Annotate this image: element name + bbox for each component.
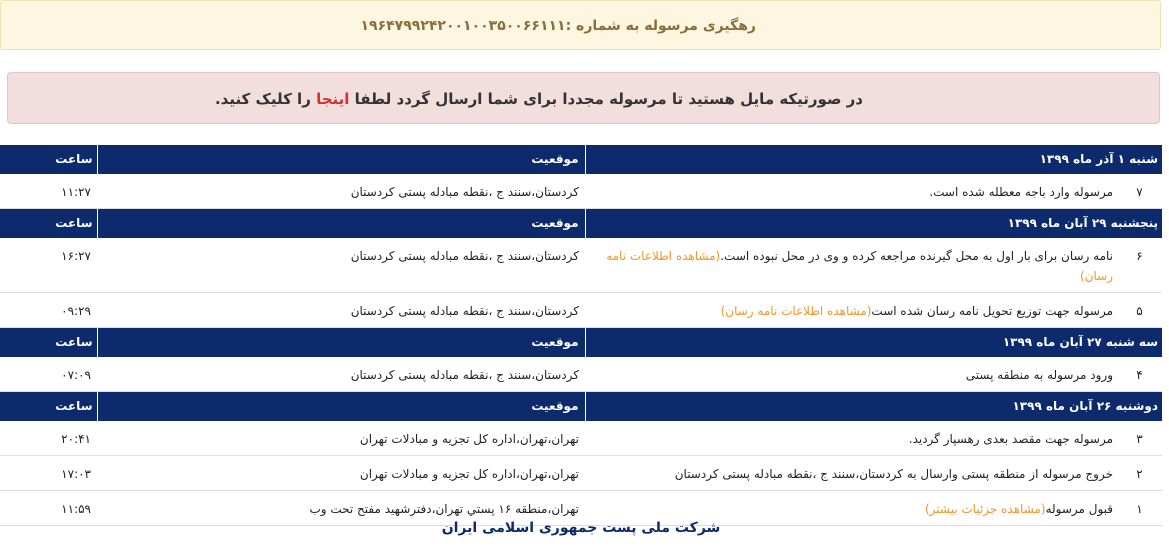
day-date: دوشنبه ۲۶ آبان ماه ۱۳۹۹ — [585, 392, 1162, 422]
event-description: قبول مرسوله — [1045, 502, 1114, 516]
details-link[interactable]: (مشاهده اطلاعات نامه رسان) — [606, 249, 1114, 283]
tracking-title-bar — [0, 0, 1161, 50]
resend-text-after: را کلیک کنید. — [214, 90, 317, 108]
location-header: موقعیت — [97, 145, 585, 174]
time-header: ساعت — [0, 328, 97, 358]
event-location: کردستان،سنند ج ،نقطه مبادله پستی کردستان — [97, 293, 585, 328]
event-number: ۳ — [1117, 421, 1162, 456]
event-description-cell — [585, 293, 1117, 328]
event-description: مرسوله وارد باجه معطله شده است. — [929, 185, 1114, 199]
event-time: ۱۷:۰۳ — [0, 456, 97, 491]
event-description-cell — [585, 174, 1117, 209]
footer-text: شرکت ملی پست جمهوری اسلامی ایران — [441, 520, 721, 536]
event-location: کردستان،سنند ج ،نقطه مبادله پستی کردستان — [97, 174, 585, 209]
day-date: شنبه ۱ آذر ماه ۱۳۹۹ — [585, 145, 1162, 174]
event-description-cell — [585, 238, 1117, 293]
event-location: کردستان،سنند ج ،نقطه مبادله پستی کردستان — [97, 238, 585, 293]
details-link[interactable]: (مشاهده جزئیات بیشتر) — [924, 502, 1046, 516]
event-number: ۵ — [1117, 293, 1162, 328]
event-number: ۱ — [1117, 491, 1162, 526]
tracking-title: رهگیری مرسوله به شماره :۱۹۶۴۷۹۹۲۴۲۰۰۱۰۰۳۵۰۰۶۶۱۱۱ — [360, 18, 756, 34]
event-row — [0, 174, 1162, 209]
event-row — [0, 238, 1162, 293]
resend-link[interactable]: اینجا — [316, 90, 350, 108]
event-number: ۴ — [1117, 357, 1162, 392]
event-description-cell — [585, 357, 1117, 392]
tracking-table-body — [0, 145, 1162, 526]
resend-text-before: در صورتیکه مایل هستید تا مرسوله مجددا برای شما ارسال گردد لطفا — [349, 90, 863, 108]
day-header-row — [0, 209, 1162, 239]
event-location: تهران،منطقه ۱۶ پستي تهران،دفترشهید مفتح تحت وب — [97, 491, 585, 526]
day-header-row — [0, 392, 1162, 422]
day-header-row — [0, 328, 1162, 358]
location-header: موقعیت — [97, 209, 585, 239]
day-date: پنجشنبه ۲۹ آبان ماه ۱۳۹۹ — [585, 209, 1162, 239]
time-header: ساعت — [0, 209, 97, 239]
event-time: ۱۱:۲۷ — [0, 174, 97, 209]
time-header: ساعت — [0, 392, 97, 422]
event-description-cell — [585, 421, 1117, 456]
event-description: مرسوله جهت مقصد بعدی رهسپار گردید. — [908, 432, 1114, 446]
details-link[interactable]: (مشاهده اطلاعات نامه رسان) — [720, 304, 872, 318]
day-date: سه شنبه ۲۷ آبان ماه ۱۳۹۹ — [585, 328, 1162, 358]
event-row — [0, 293, 1162, 328]
resend-notice — [7, 72, 1160, 124]
event-row — [0, 456, 1162, 491]
event-description: مرسوله جهت توزیع تحویل نامه رسان شده است — [871, 304, 1114, 318]
event-row — [0, 421, 1162, 456]
event-number: ۲ — [1117, 456, 1162, 491]
event-location: کردستان،سنند ج ،نقطه مبادله پستی کردستان — [97, 357, 585, 392]
event-description-cell — [585, 456, 1117, 491]
event-row — [0, 357, 1162, 392]
time-header: ساعت — [0, 145, 97, 174]
event-time: ۱۱:۵۹ — [0, 491, 97, 526]
event-description: ورود مرسوله به منطقه پستی — [965, 368, 1114, 382]
event-number: ۶ — [1117, 238, 1162, 293]
location-header: موقعیت — [97, 328, 585, 358]
event-location: تهران،تهران،اداره کل تجزیه و مبادلات تهران — [97, 456, 585, 491]
event-time: ۱۶:۲۷ — [0, 238, 97, 293]
event-time: ۰۷:۰۹ — [0, 357, 97, 392]
event-description: خروج مرسوله از منطقه پستی وارسال به کردستان،سنند ج ،نقطه مبادله پستی کردستان — [674, 467, 1114, 481]
event-time: ۰۹:۲۹ — [0, 293, 97, 328]
event-location: تهران،تهران،اداره کل تجزیه و مبادلات تهران — [97, 421, 585, 456]
tracking-table — [0, 145, 1162, 526]
location-header: موقعیت — [97, 392, 585, 422]
event-time: ۲۰:۴۱ — [0, 421, 97, 456]
event-description: نامه رسان برای بار اول به محل گیرنده مراجعه کرده و وی در محل نبوده است. — [720, 249, 1114, 263]
day-header-row — [0, 145, 1162, 174]
event-number: ۷ — [1117, 174, 1162, 209]
